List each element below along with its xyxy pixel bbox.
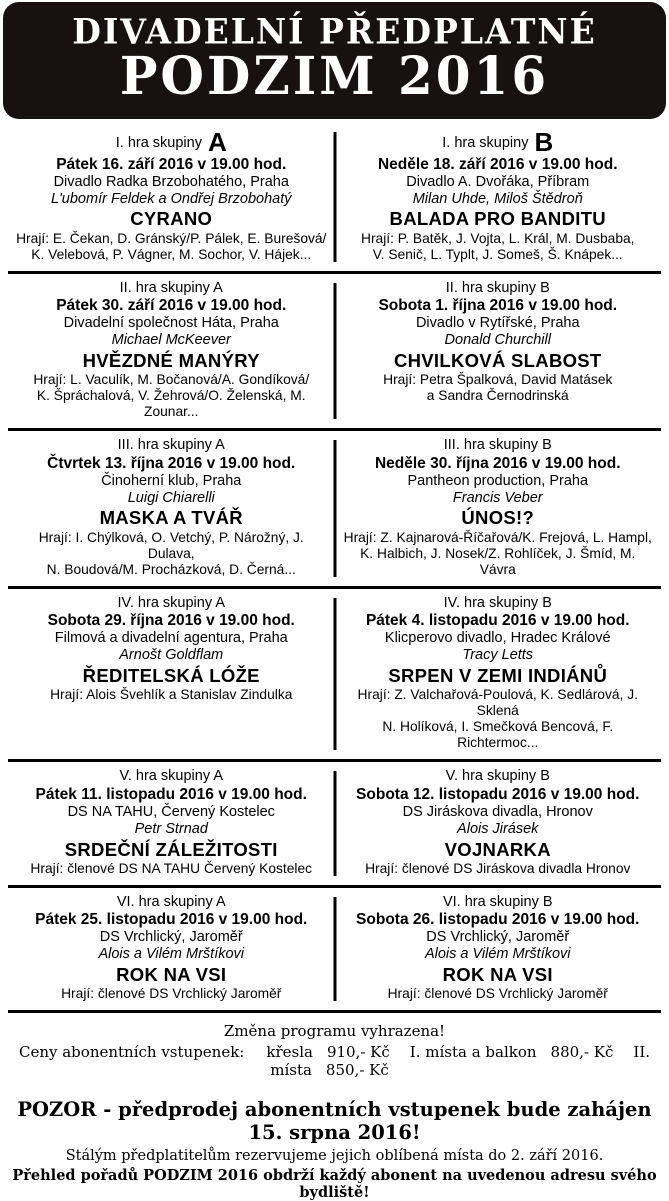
show-cast: [343, 372, 654, 404]
show-title: BALADA PRO BANDITU: [389, 208, 606, 230]
group-letter: B: [542, 437, 552, 454]
group-letter: B: [542, 594, 552, 611]
show-title: ROK NA VSI: [442, 964, 553, 986]
show-card-6a: [8, 892, 335, 1005]
show-author: Alois Jirásek: [457, 820, 539, 837]
cast-line: Hrají: členové DS Jiráskova divadla Hronov: [365, 860, 631, 876]
show-title: CHVILKOVÁ SLABOST: [393, 349, 602, 371]
seat-price: 880,- Kč: [550, 1043, 614, 1062]
program-row-1: [8, 123, 661, 274]
show-cast: [16, 687, 327, 703]
show-cast: [343, 687, 654, 751]
group-label-text: I. hra skupiny: [115, 134, 202, 151]
group-letter: B: [534, 126, 554, 157]
show-venue: Divadlo v Rytířské, Praha: [415, 315, 580, 332]
group-label-text: III. hra skupiny: [117, 437, 212, 454]
cast-line: Hrají: L. Vaculík, M. Bočanová/A. Gondíková/: [33, 372, 310, 388]
program-row-4: [8, 589, 661, 763]
cast-line: Hrají: Z. Valchařová-Poulová, K. Sedlárová, J. Sklená: [357, 687, 638, 719]
show-author: Alois a Vilém Mrštíkovi: [98, 946, 245, 963]
show-cast: [16, 372, 327, 420]
show-cast: [16, 231, 327, 263]
show-author: Arnošt Goldflam: [119, 647, 224, 664]
show-title: ŘEDITELSKÁ LÓŽE: [82, 664, 260, 686]
poster-header-banner: [3, 2, 666, 119]
show-card-2b: [335, 278, 662, 423]
show-cast: [343, 231, 654, 263]
show-title: SRPEN V ZEMI INDIÁNŮ: [388, 664, 608, 686]
column-divider: [333, 771, 336, 876]
column-divider: [333, 440, 336, 577]
group-label-text: II. hra skupiny: [119, 279, 210, 296]
poster-subtitle: DIVADELNÍ PŘEDPLATNÉ: [72, 10, 597, 52]
group-label-text: III. hra skupiny: [443, 437, 539, 454]
column-divider: [333, 897, 336, 1002]
reservation-note: Stálým předplatitelům rezervujeme jejich oblíbená místa do 2. září 2016.: [65, 1148, 604, 1165]
column-divider: [333, 132, 336, 262]
show-date: Pátek 25. listopadu 2016 v 19.00 hod.: [35, 911, 308, 929]
group-letter: B: [540, 279, 550, 296]
cast-line: a Sandra Černodrinská: [426, 388, 569, 404]
show-date: Pátek 4. listopadu 2016 v 19.00 hod.: [365, 612, 630, 630]
show-title: HVĚZDNÉ MANÝRY: [82, 349, 260, 371]
show-date: Sobota 29. října 2016 v 19.00 hod.: [47, 612, 295, 630]
group-letter: A: [213, 768, 223, 785]
program-row-3: [8, 431, 661, 589]
show-date: Sobota 1. října 2016 v 19.00 hod.: [378, 297, 618, 315]
show-title: CYRANO: [130, 208, 213, 230]
show-author: L'ubomír Feldek a Ondřej Brzobohatý: [50, 190, 292, 207]
show-card-3b: [335, 435, 662, 580]
group-label: [343, 768, 654, 785]
cast-line: Hrají: I. Chýlková, O. Vetchý, P. Nárožný, J. Dulava,: [38, 529, 304, 561]
show-title: ÚNOS!?: [461, 507, 535, 529]
show-venue: Divadlo A. Dvořáka, Příbram: [406, 173, 590, 190]
show-date: Sobota 12. listopadu 2016 v 19.00 hod.: [356, 785, 640, 803]
cast-line: N. Holíková, I. Smečková Bencová, F. Richtermoc...: [382, 719, 614, 751]
group-label-text: I. hra skupiny: [442, 134, 529, 151]
seat-type: křesla: [266, 1043, 313, 1062]
cast-line: Hrají: P. Batěk, J. Vojta, L. Král, M. Dusbaba,: [360, 230, 635, 246]
show-venue: Klicperovo divadlo, Hradec Králové: [384, 630, 611, 647]
show-date: Pátek 16. září 2016 v 19.00 hod.: [56, 155, 287, 173]
cast-line: K. Halbich, J. Nosek/Z. Rohlíček, J. Šmíd, M. Vávra: [360, 545, 636, 577]
group-label-text: VI. hra skupiny: [116, 893, 213, 910]
group-letter: A: [213, 279, 223, 296]
price-list: [0, 1043, 669, 1079]
show-date: Sobota 26. listopadu 2016 v 19.00 hod.: [356, 911, 640, 929]
show-date: Pátek 30. září 2016 v 19.00 hod.: [56, 297, 287, 315]
cast-line: Hrají: Z. Kajnarová-Říčařová/K. Frejová, L. Hampl,: [343, 529, 652, 545]
program-change-note: Změna programu vyhrazena!: [223, 1022, 446, 1041]
seat-type: II. místa: [270, 1043, 651, 1080]
show-venue: DS Jiráskova divadla, Hronov: [402, 803, 593, 820]
show-title: ROK NA VSI: [116, 964, 227, 986]
price-item: [266, 1043, 389, 1061]
show-author: Alois a Vilém Mrštíkovi: [424, 946, 571, 963]
show-title: MASKA A TVÁŘ: [99, 507, 243, 529]
show-author: Michael McKeever: [111, 332, 231, 349]
show-date: Čtvrtek 13. října 2016 v 19.00 hod.: [47, 454, 296, 472]
group-label-text: II. hra skupiny: [445, 279, 537, 296]
group-label: [16, 894, 327, 911]
group-letter: A: [215, 893, 226, 910]
group-label: [343, 595, 654, 612]
show-venue: DS Vrchlický, Jaroměř: [99, 929, 243, 946]
group-label: [343, 894, 654, 911]
cast-line: Hrají: E. Čekan, D. Gránský/P. Pálek, E. Burešová/: [16, 230, 327, 246]
group-label: [16, 595, 327, 612]
show-card-1b: [335, 127, 662, 265]
cast-line: N. Boudová/M. Procházková, D. Černá...: [46, 561, 296, 577]
group-label: [16, 280, 327, 297]
show-card-5b: [335, 766, 662, 879]
show-card-5a: [8, 766, 335, 879]
program-row-2: [8, 274, 661, 432]
show-date: Pátek 11. listopadu 2016 v 19.00 hod.: [35, 785, 307, 803]
show-author: Luigi Chiarelli: [127, 489, 215, 506]
show-venue: Divadelní společnost Háta, Praha: [63, 315, 279, 332]
cast-line: K. Velebová, P. Vágner, M. Sochor, V. Hájek...: [31, 246, 312, 262]
show-card-4a: [8, 593, 335, 754]
show-author: Tracy Letts: [462, 647, 534, 664]
group-label-text: IV. hra skupiny: [443, 594, 539, 611]
group-label: [16, 768, 327, 785]
group-letter: B: [542, 893, 553, 910]
show-card-4b: [335, 593, 662, 754]
show-card-6b: [335, 892, 662, 1005]
presale-warning: POZOR - předprodej abonentních vstupenek bude zahájen 15. srpna 2016!: [17, 1098, 652, 1145]
column-divider: [333, 598, 336, 751]
cast-line: K. Špráchalová, V. Žehrová/O. Želenská, M. Zounar...: [36, 388, 306, 420]
cast-line: Hrají: členové DS Vrchlický Jaroměř: [61, 986, 282, 1002]
show-venue: Filmová a divadelní agentura, Praha: [54, 630, 288, 647]
group-label: [16, 126, 327, 157]
show-cast: [343, 861, 654, 877]
group-letter: B: [540, 768, 550, 785]
cast-line: Hrají: Petra Špalková, David Matásek: [383, 372, 613, 388]
group-label: [16, 437, 327, 454]
show-venue: DS Vrchlický, Jaroměř: [426, 929, 570, 946]
group-label-text: IV. hra skupiny: [117, 594, 213, 611]
group-label: [343, 437, 654, 454]
show-venue: Pantheon production, Praha: [407, 472, 589, 489]
group-label-text: V. hra skupiny: [119, 768, 211, 785]
price-item: [410, 1043, 614, 1061]
group-label: [343, 280, 654, 297]
show-title: VOJNARKA: [444, 838, 551, 860]
show-author: Francis Veber: [452, 489, 543, 506]
show-cast: [16, 986, 327, 1002]
poster-title: PODZIM 2016: [119, 44, 550, 107]
show-card-3a: [8, 435, 335, 580]
seat-price: 910,- Kč: [326, 1043, 390, 1062]
show-cast: [16, 861, 327, 877]
group-letter: A: [207, 126, 227, 157]
show-cast: [343, 530, 654, 578]
group-label-text: VI. hra skupiny: [442, 893, 539, 910]
show-card-1a: [8, 127, 335, 265]
mailing-note: Přehled pořadů PODZIM 2016 obdrží každý abonent na uvedenou adresu svého bydliště!: [12, 1167, 657, 1201]
show-cast: [16, 530, 327, 578]
show-date: Neděle 18. září 2016 v 19.00 hod.: [377, 155, 618, 173]
show-venue: Činoherní klub, Praha: [101, 472, 242, 489]
price-list-label: Ceny abonentních vstupenek:: [18, 1043, 245, 1062]
show-cast: [343, 986, 654, 1002]
group-letter: A: [215, 437, 225, 454]
group-label: [343, 126, 654, 157]
group-letter: A: [215, 594, 225, 611]
show-title: SRDEČNÍ ZÁLEŽITOSTI: [64, 838, 278, 860]
program-row-5: [8, 762, 661, 888]
show-venue: DS NA TAHU, Červený Kostelec: [67, 803, 275, 820]
show-author: Milan Uhde, Miloš Štědroň: [412, 190, 583, 207]
cast-line: Hrají: členové DS NA TAHU Červený Kostelec: [30, 860, 313, 876]
cast-line: V. Senič, L. Typlt, J. Someš, Š. Knápek...: [372, 246, 623, 262]
show-date: Neděle 30. října 2016 v 19.00 hod.: [374, 454, 621, 472]
show-venue: Divadlo Radka Brzobohatého, Praha: [53, 173, 289, 190]
seat-price: 850,- Kč: [325, 1061, 389, 1080]
show-author: Petr Strnad: [134, 820, 208, 837]
theater-subscription-poster: [0, 2, 669, 1201]
program-grid: [8, 123, 661, 1013]
column-divider: [333, 283, 336, 420]
seat-type: I. místa a balkon: [409, 1043, 537, 1062]
cast-line: Hrají: Alois Švehlík a Stanislav Zindulka: [50, 687, 293, 703]
show-card-2a: [8, 278, 335, 423]
group-label-text: V. hra skupiny: [445, 768, 537, 785]
program-row-6: [8, 888, 661, 1014]
show-author: Donald Churchill: [444, 332, 551, 349]
poster-footer: [0, 1013, 669, 1201]
cast-line: Hrají: členové DS Vrchlický Jaroměř: [387, 986, 608, 1002]
